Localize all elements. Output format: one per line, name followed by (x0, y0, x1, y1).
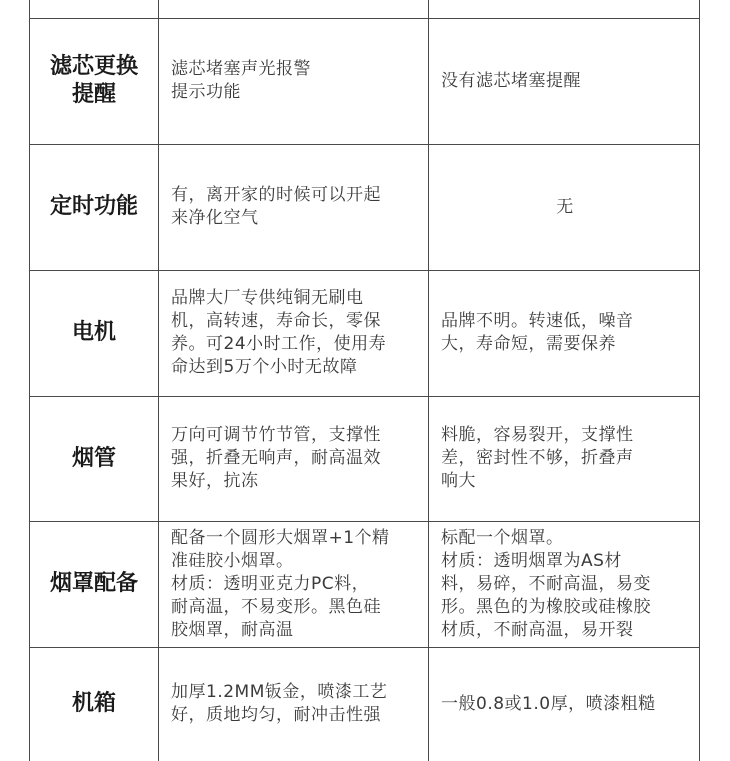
ours-cell (159, 521, 429, 647)
theirs-cell (429, 647, 699, 761)
table-row (30, 18, 699, 145)
theirs-text: 没有滤芯堵塞提醒 (441, 70, 581, 91)
row-label-chassis (30, 647, 159, 761)
theirs-text: 标配一个烟罩。 材质：透明烟罩为AS材 料，易碎，不耐高温，易变 形。黑色的为橡胶或硅橡胶 材质，不耐高温，易开裂 (441, 527, 651, 640)
row-label-motor (30, 270, 159, 396)
table-row (30, 647, 699, 761)
theirs-text: 一般0.8或1.0厚，喷漆粗糙 (441, 693, 656, 714)
row-label-text: 电机 (71, 320, 116, 345)
theirs-cell (429, 144, 699, 270)
table-row (30, 144, 699, 271)
theirs-text: 无 (556, 196, 574, 217)
theirs-cell (429, 396, 699, 521)
ours-cell (159, 396, 429, 521)
theirs-cell (429, 0, 699, 18)
ours-text: 加厚1.2MM钣金，喷漆工艺 好，质地均匀，耐冲击性强 (171, 682, 388, 725)
row-label-text: 烟管 (71, 445, 116, 471)
row-label-hood (30, 521, 159, 647)
table-row-top-stub (30, 0, 699, 19)
label-cell (30, 0, 159, 18)
table-row (30, 396, 699, 522)
row-label-text: 机箱 (71, 691, 116, 716)
ours-cell (159, 0, 429, 18)
theirs-text: 品牌不明。转速低，噪音 大，寿命短，需要保养 (441, 311, 634, 354)
ours-text: 万向可调节竹节管，支撑性 强，折叠无响声，耐高温效 果好，抗冻 (171, 425, 381, 491)
ours-text: 品牌大厂专供纯铜无刷电 机，高转速，寿命长，零保 养。可24小时工作，使用寿 命达到5万个小时无故障 (171, 288, 387, 377)
row-label-text: 定时功能 (49, 194, 138, 219)
theirs-text: 料脆，容易裂开，支撑性 差，密封性不够，折叠声 响大 (441, 425, 634, 491)
ours-cell (159, 270, 429, 396)
ours-text: 有，离开家的时候可以开起 来净化空气 (171, 185, 381, 228)
comparison-table (29, 0, 700, 761)
theirs-cell (429, 270, 699, 396)
ours-text: 滤芯堵塞声光报警 提示功能 (171, 59, 311, 102)
table-row (30, 270, 699, 397)
row-label-text: 滤芯更换 提醒 (49, 54, 138, 107)
ours-cell (159, 144, 429, 270)
ours-text: 配备一个圆形大烟罩+1个精 准硅胶小烟罩。 材质：透明亚克力PC料， 耐高温，不易变形。黑色硅 胶烟罩，耐高温 (171, 527, 390, 640)
theirs-cell (429, 521, 699, 647)
ours-cell (159, 647, 429, 761)
theirs-cell (429, 18, 699, 144)
ours-cell (159, 18, 429, 144)
row-label-timer (30, 144, 159, 270)
row-label-filter-reminder (30, 18, 159, 144)
table-row (30, 521, 699, 648)
row-label-text: 烟罩配备 (49, 571, 138, 596)
row-label-pipe (30, 396, 159, 521)
